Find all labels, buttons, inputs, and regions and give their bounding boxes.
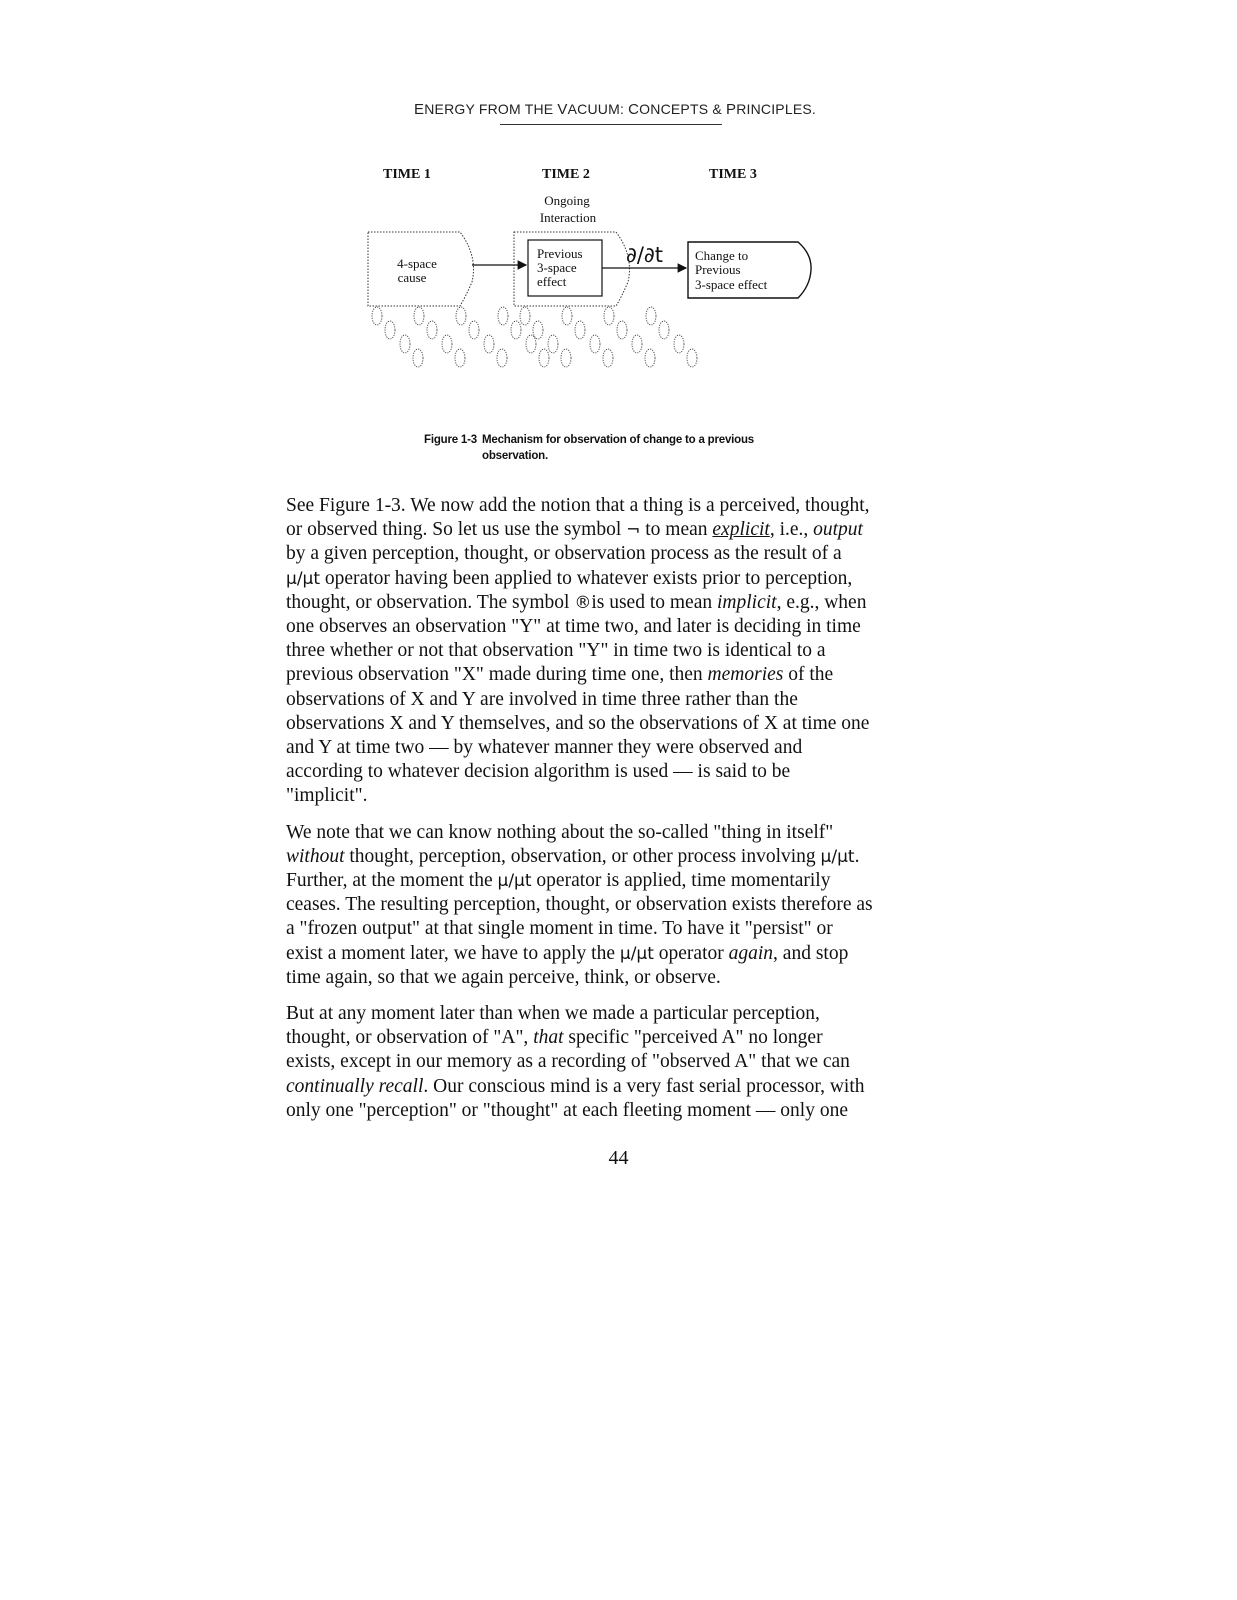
caption-text: observation.	[482, 450, 548, 462]
vacuum-oval	[526, 335, 536, 353]
vacuum-oval	[533, 321, 543, 339]
interaction-label: Interaction	[539, 210, 597, 225]
vacuum-oval	[632, 335, 642, 353]
text-line: exist a moment later, we have to apply the µ/µt operator again, and stop	[286, 942, 849, 964]
vacuum-oval	[617, 321, 627, 339]
time-label: TIME 2	[542, 167, 590, 182]
text-line: by a given perception, thought, or observation process as the result of a	[286, 543, 842, 565]
text-line: thought, or observation of "A", that specific "perceived A" no longer	[286, 1027, 823, 1049]
vacuum-oval	[645, 349, 655, 367]
vacuum-oval	[520, 307, 530, 325]
change-box-label: Previous	[695, 262, 741, 277]
text-line: and Y at time two — by whatever manner they were observed and	[286, 737, 803, 759]
cause-box-label: cause	[397, 270, 427, 285]
vacuum-oval	[469, 321, 479, 339]
effect-box-label: effect	[537, 274, 567, 289]
vacuum-oval	[498, 307, 508, 325]
vacuum-oval	[687, 349, 697, 367]
running-head-part: E	[414, 101, 425, 118]
time-label: TIME 3	[709, 167, 757, 182]
vacuum-oval	[413, 349, 423, 367]
change-box-label: 3-space effect	[695, 277, 768, 292]
vacuum-oval	[590, 335, 600, 353]
text-line: continually recall. Our conscious mind is a very fast serial processor, with	[286, 1075, 865, 1097]
time-label: TIME 1	[383, 167, 431, 182]
text-line: µ/µt operator having been applied to whatever exists prior to perception,	[286, 567, 853, 589]
vacuum-oval	[400, 335, 410, 353]
caption-text: Mechanism for observation of change to a previous	[482, 434, 755, 446]
text-line: without thought, perception, observation, or other process involving µ/µt.	[286, 845, 860, 867]
vacuum-oval	[561, 349, 571, 367]
text-line: Further, at the moment the µ/µt operator is applied, time momentarily	[286, 870, 831, 892]
vacuum-oval	[674, 335, 684, 353]
effect-box-label: Previous	[537, 246, 583, 261]
figure-diagram	[360, 158, 830, 388]
interaction-label: Ongoing	[544, 193, 590, 208]
vacuum-ovals	[372, 307, 697, 367]
symbol: µ/µt	[619, 943, 654, 964]
running-head	[380, 101, 850, 118]
vacuum-oval	[455, 349, 465, 367]
vacuum-oval	[659, 321, 669, 339]
text-line: only one "perception" or "thought" at each fleeting moment — only one	[286, 1099, 848, 1121]
vacuum-oval	[497, 349, 507, 367]
text-line: "implicit".	[286, 785, 368, 807]
change-box-label: Change to	[695, 248, 749, 263]
vacuum-oval	[427, 321, 437, 339]
figure-caption	[424, 432, 784, 464]
text-line: exists, except in our memory as a recording of "observed A" that we can	[286, 1051, 850, 1073]
running-head-part: C	[628, 101, 640, 118]
emphasis-underlined: explicit	[712, 519, 770, 541]
symbol: µ/µt	[497, 871, 532, 892]
vacuum-oval	[539, 349, 549, 367]
text-line: ceases. The resulting perception, thought, or observation exists therefore as	[286, 894, 873, 916]
body-text	[286, 494, 932, 1135]
paragraph	[286, 494, 932, 809]
operator-label: ∂/∂t	[626, 243, 664, 267]
vacuum-oval	[456, 307, 466, 325]
text-line: thought, or observation. The symbol ®is used to mean implicit, e.g., when	[286, 591, 867, 613]
vacuum-oval	[646, 307, 656, 325]
running-head-part: P	[725, 101, 737, 118]
emphasis: output	[813, 519, 863, 541]
cause-box-label: 4-space	[397, 256, 437, 271]
text-line: time again, so that we again perceive, think, or observe.	[286, 966, 721, 988]
running-head-part: ONCEPTS &	[639, 101, 726, 117]
text-line: one observes an observation "Y" at time two, and later is deciding in time	[286, 616, 861, 638]
text-line: or observed thing. So let us use the symbol ¬ to mean explicit, i.e., output	[286, 519, 863, 541]
running-head-part: NERGY FROM THE	[424, 101, 558, 117]
symbol: ®	[574, 592, 592, 613]
symbol: µ/µt	[286, 568, 321, 589]
text-line: a "frozen output" at that single moment in time. To have it "persist" or	[286, 918, 833, 940]
text-line: observations X and Y themselves, and so the observations of X at time one	[286, 712, 870, 734]
header-rule	[500, 124, 722, 125]
caption-label: Figure 1-3	[424, 434, 477, 446]
vacuum-oval	[548, 335, 558, 353]
vacuum-oval	[414, 307, 424, 325]
symbol: µ/µt	[820, 846, 855, 867]
emphasis: continually recall	[286, 1075, 424, 1097]
running-head-part: RINCIPLES.	[736, 101, 816, 117]
vacuum-oval	[603, 349, 613, 367]
text-line: according to whatever decision algorithm is used — is said to be	[286, 761, 791, 783]
vacuum-oval	[575, 321, 585, 339]
vacuum-oval	[385, 321, 395, 339]
vacuum-oval	[604, 307, 614, 325]
emphasis: implicit	[716, 591, 777, 613]
text-line: observations of X and Y are involved in time three rather than the	[286, 688, 798, 710]
vacuum-oval	[511, 321, 521, 339]
vacuum-oval	[484, 335, 494, 353]
page-number: 44	[608, 1147, 629, 1169]
text-line: We note that we can know nothing about the so-called "thing in itself"	[286, 821, 834, 843]
emphasis: memories	[707, 664, 784, 686]
emphasis: that	[533, 1027, 564, 1049]
running-head-part: ACUUM:	[567, 101, 629, 117]
paragraph	[286, 821, 932, 990]
vacuum-oval	[562, 307, 572, 325]
text-line: But at any moment later than when we made a particular perception,	[286, 1003, 820, 1025]
effect-box-label: 3-space	[537, 260, 577, 275]
symbol: ¬	[626, 520, 641, 541]
text-line: three whether or not that observation "Y" in time two is identical to a	[286, 640, 826, 662]
text-line: previous observation "X" made during time one, then memories of the	[286, 664, 834, 686]
vacuum-oval	[442, 335, 452, 353]
emphasis: again	[728, 942, 774, 964]
text-line: See Figure 1-3. We now add the notion that a thing is a perceived, thought,	[286, 495, 870, 516]
vacuum-oval	[372, 307, 382, 325]
emphasis: without	[286, 845, 345, 867]
paragraph	[286, 1002, 932, 1123]
running-head-part: V	[557, 101, 568, 118]
